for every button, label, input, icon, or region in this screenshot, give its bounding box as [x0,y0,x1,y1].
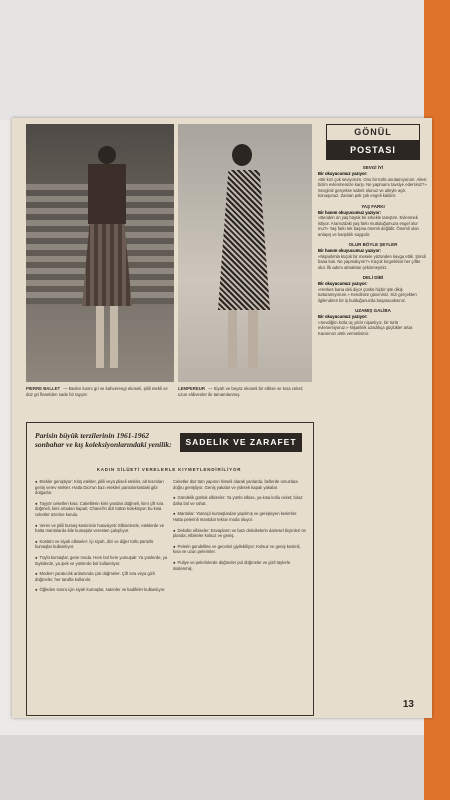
article-column-left [35,479,169,598]
paragraph-text: Verev ve pilili kumaş kesiminin hususiyeti: Elbiselerde, eteklerde ve hatta mantolarda bile kumaşlar veresten çalışılıyor. [35,522,165,534]
model-head [98,146,116,164]
magazine-page [12,118,432,718]
article-subtitle: KADIN SİLÜETİ VERELERLE KIYMETLENDİRİLİYOR [96,467,242,472]
column-title-line1: GÖNÜL [326,124,420,141]
letter-section [318,204,428,238]
bullet-icon: ● [173,559,176,565]
letter-text: «Sevdiğim kızla üç yıldır nişanlıyız, bir türlü evlenemiyoruz.» Nişanlılık uzadıkça güçlükler artar. Kararınızı artık vermelisiniz. [318,319,414,336]
column-title-line2: POSTASI [326,141,420,160]
bullet-icon: ● [173,495,176,501]
fashion-photo-right [178,124,312,382]
background-top [0,0,450,120]
paragraph-text: Dekolte elbiseler: Esvapların ve bazı dekoltelerin dairesel biçimleri ön planda; elbiseler kolsuz ve geniş. [173,527,307,539]
article-paragraph [173,528,307,539]
article-paragraph [35,587,169,593]
article-paragraph [173,560,307,571]
letter-intro: Bir hanım okuyucumuz yazıyor: [318,248,382,253]
letter-intro: Bir okuyucumuz yazıyor: [318,281,368,286]
paragraph-text: Tüylü kumaşlar, gene moda. Hem bol hem yumuşak: Ya yünlerde, ya tüylülerde, ya ipek ve yünlerde bol kullanılıyor. [35,554,168,566]
article-paragraph [35,501,169,518]
article-paragraph [173,495,307,506]
gonul-postasi-column [318,124,428,714]
letter-section [318,308,428,336]
paragraph-text: Modern yaratıcılık anlamında çok düğmeler. Çift sıra veya gizli düğmeler, her tarafta kullanılır. [35,571,155,582]
article-paragraph [35,539,169,550]
letter-intro: Bir okuyucumuz yazıyor: [318,171,368,176]
bullet-icon: ● [173,511,176,517]
letter-text: «Bir kızı çok seviyorum. Onu bir türlü unutamıyorum. Ailesi bizim evlenmemize karşı. Ne yapmamı tavsiye edersiniz?» Sevginiz gerçekse sabırlı olunuz ve aileyle açık konuşunuz. Zaman pek çok engeli kaldırır. [318,176,427,198]
designer-name: LEMPEREUR [178,386,205,391]
model-checked-dress [218,170,270,310]
bullet-icon: ● [35,522,38,528]
article-column-right [173,479,307,576]
article-paragraph [35,571,169,582]
paragraph-text: Etekler geniştiyor: Kloş etekler, pilili veya pliseli etekler, alt kısımları geniş verev etekler. Hatta Dior'un bazı etekleri pantolonlardaki gibi dolgudur. [35,479,164,496]
bullet-icon: ● [35,571,38,577]
letter-text: «Herkes bana deli diyor çünkü hiçbir işte dikiş tutturamıyorum.» Kendinize güveniniz. Sizi gerçekten ilgilendiren bir iş bulduğunuzda başaracaksınız. [318,286,417,303]
caption-text: — Siyah ve beyaz ekoseli bir elbise ve kısa ceket; uzun eldivenler ile tamamlanmış. [178,386,304,397]
photo-caption-left [26,386,174,398]
bullet-icon: ● [35,479,38,484]
background-bottom [0,735,450,800]
fashion-article [26,422,314,716]
letter-text: «Nişanlımla küçük bir mesele yüzünden kavga ettik. Şimdi bana küs. Ne yapmalıyım?» Küçük kırgınlıklar her çiftte olur. İlk adımı atmaktan çekinmeyiniz. [318,253,426,270]
model-head [232,144,252,166]
article-paragraph [173,511,307,522]
article-paragraph [35,479,169,496]
model-legs [228,310,258,368]
letter-heading: SEVGİ İYİ [362,165,384,170]
paragraph-text: Puliye ve pelerinlerde düğmeler pul düğmeler ve gizli tüylerle süslenmiş. [173,559,291,571]
bullet-icon: ● [173,543,176,549]
article-paragraph [35,523,169,534]
letter-heading: UZAMIŞ GALİBA [355,308,391,313]
paragraph-text: Kostüm ve siyah elbiseler: İçi siyah, dizi ve diğer türlü pürüzlü kumaşlar kullanılıyor. [35,538,154,550]
paragraph-text: Mantolar: Yamaçlı kumaşlardan yapılmış ve genişleyen kesimler. Hatta pelerinli mantolar tekrar moda oluyor. [173,511,298,522]
letter-text: «Benden on yaş büyük bir erkekle tanıştım. Evlenmek istiyor. Aramızdaki yaş farkı mutluluğumuza engel olur mu?» Yaş farkı tek başına önemli değildir. Önemli olan anlayış ve karşılıklı saygıdır. [318,215,419,237]
article-intro: Parisin büyük terzilerinin 1961-1962 sonbahar ve kış koleksiyonlarındaki yenilik: [35,431,172,449]
letter-section [318,275,428,303]
article-banner: SADELİK VE ZARAFET [180,433,302,452]
model-skirt [82,224,132,306]
model-legs [96,306,118,368]
bullet-icon: ● [35,538,38,544]
article-paragraph [35,555,169,566]
bullet-icon: ● [35,554,38,560]
letter-heading: YAŞ FARKI [361,203,385,209]
article-paragraph [173,479,307,490]
letter-heading: OLUR BÖYLE ŞEYLER [348,242,398,247]
bullet-icon: ● [35,587,38,593]
paragraph-text: Pelerin gündelikte ve geceleri giyilebiliyor: Kolsuz ve geniş kesimli, kısa ve uzun pelerinler. [173,543,301,555]
letter-section [318,165,428,199]
bullet-icon: ● [173,527,176,533]
paragraph-text: Öğleden sonra için siyah kumaşlar, satenler ve kadifeler kullanılıyor. [39,587,166,593]
paragraph-text: Gündelik günlük elbiseler: Ya yünlü elbise, ya kısa kollu ceket; biraz daha bol ve rahat. [173,495,303,506]
caption-text: — Beden kısmı gri ve kahverengi ekoseli, pilili etekli ve düz gri flanelden sade bir tayyör. [26,386,168,397]
photo-caption-right [178,386,312,398]
model-jacket [88,164,126,224]
page-number: 13 [402,699,414,710]
paragraph-text: Ceketler düz tüm yapının hisseli olarak yanlarda, bellerde omuzlara doğru genişliyor. Geniş yakalar ve yüksek kapalı yakalar. [173,479,298,490]
article-paragraph [173,544,307,555]
designer-name: PIERRE BALLET [26,386,61,391]
letter-heading: DELİ DİBİ [362,275,384,280]
letter-intro: Bir hanım okuyucumuz yazıyor: [318,209,382,215]
letter-intro: Bir okuyucumuz yazıyor: [318,314,368,319]
bullet-icon: ● [35,500,38,506]
letter-section [318,242,428,270]
paragraph-text: Tayyör ceketleri kısa: Cakeltlerin kimi yandan düğmeli, kimi çift sıra düğmeli, kimi ortadan kapalı; Chanel'in dizi bütün koleksiyon bu kısa ceketler üzerine kurulu. [35,500,164,517]
fashion-photo-left [26,124,174,382]
